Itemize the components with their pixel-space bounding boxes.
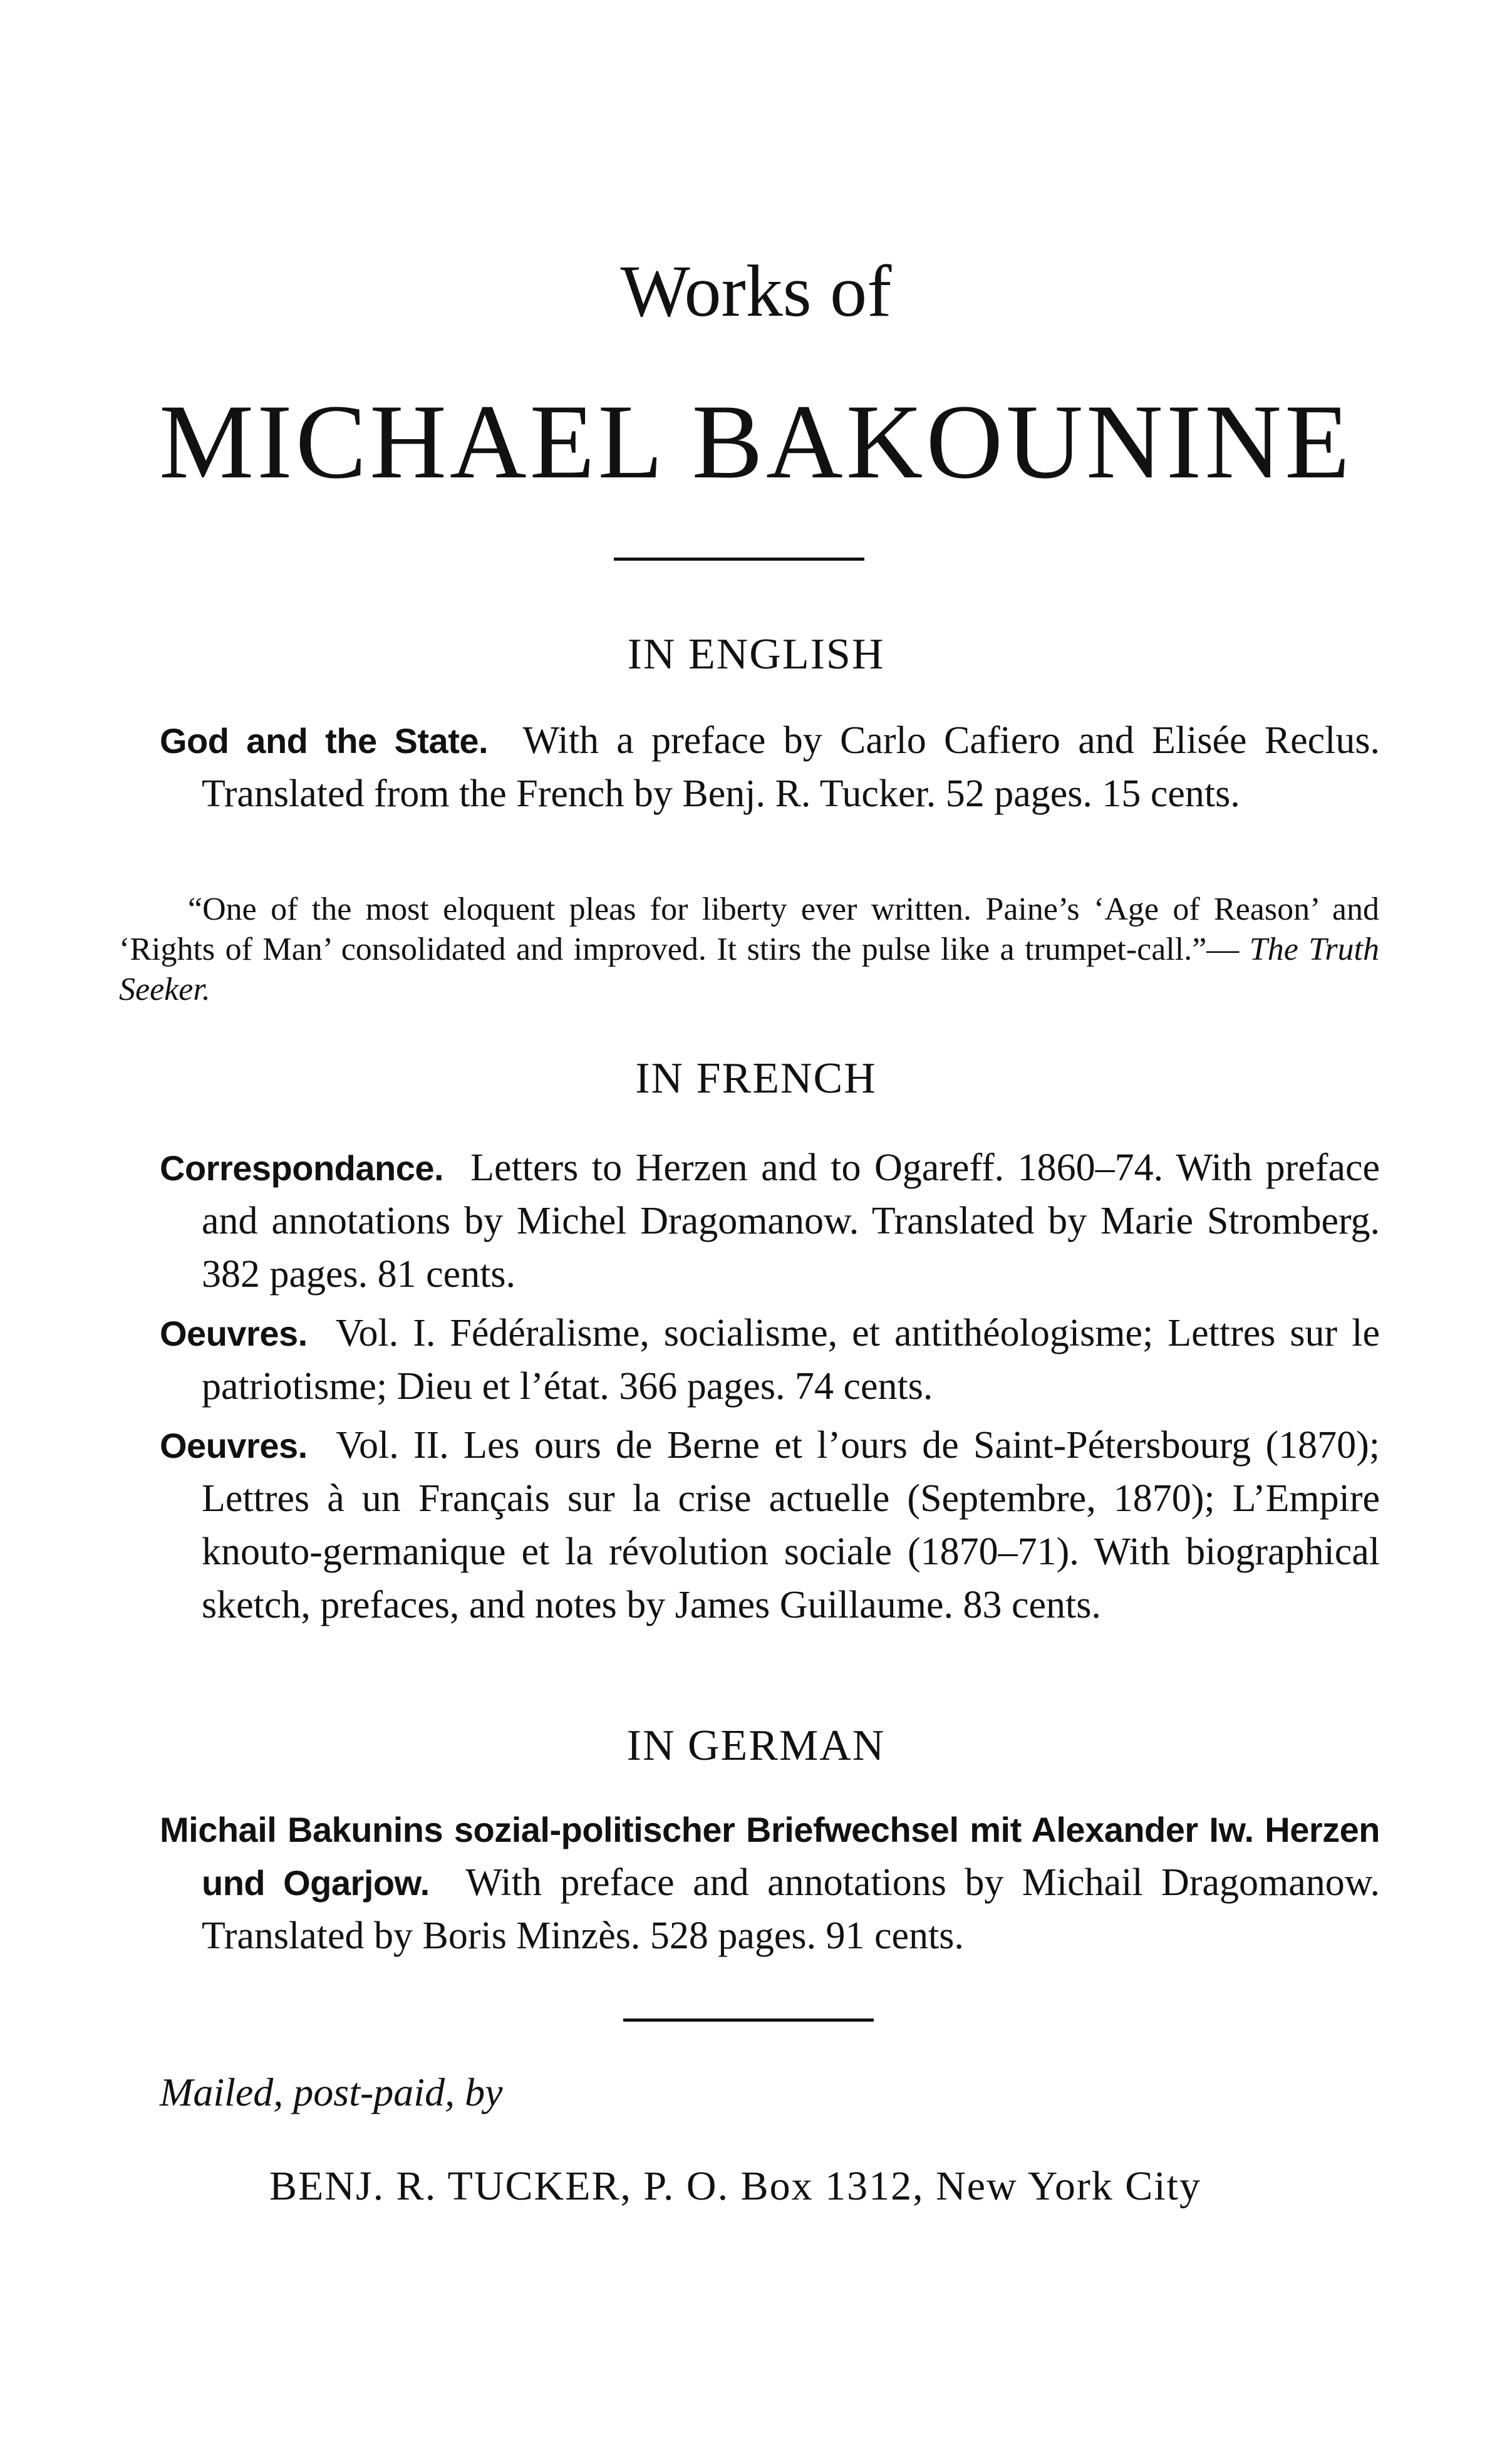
entry-oeuvres-vol-2 bbox=[160, 1419, 1380, 1632]
section-heading-english: IN ENGLISH bbox=[627, 630, 885, 678]
title-author: MICHAEL BAKOUNINE bbox=[158, 383, 1354, 501]
entry-description: Vol. II. Les ours de Berne et l’ours de Saint-Pétersbourg (1870); Lettres à un Français sur la crise actuelle (Septembre, 1870); L’Empire knouto-germanique et la révolution sociale (1870–71). With biographical sketch, prefaces, and notes by James Guillaume. 83 cents. bbox=[202, 1424, 1380, 1626]
entry-oeuvres-vol-1 bbox=[160, 1307, 1380, 1413]
entry-description: With preface and annotations by Michail Dragomanow. Translated by Boris Minzès. 528 pages. 91 cents. bbox=[202, 1861, 1380, 1957]
divider-rule bbox=[623, 2019, 874, 2022]
publisher-address: BENJ. R. TUCKER, P. O. Box 1312, New York City bbox=[269, 2163, 1201, 2209]
divider-rule bbox=[614, 558, 864, 561]
entry-description: Vol. I. Fédéralisme, socialisme, et antithéologisme; Lettres sur le patriotisme; Dieu et l’état. 366 pages. 74 cents. bbox=[202, 1312, 1380, 1408]
title-works-of: Works of bbox=[620, 250, 892, 332]
entry-briefwechsel bbox=[160, 1803, 1380, 1963]
section-heading-french: IN FRENCH bbox=[635, 1054, 877, 1103]
entry-title: Oeuvres. bbox=[160, 1426, 308, 1465]
entry-description: Letters to Herzen and to Ogareff. 1860–74. With preface and annotations by Michel Dragomanow. Translated by Marie Stromberg. 382 pages. 81 cents. bbox=[202, 1146, 1380, 1296]
entry-description: With a preface by Carlo Cafiero and Elisée Reclus. Translated from the French by Benj. R. Tucker. 52 pages. 15 cents. bbox=[202, 719, 1380, 815]
section-heading-german: IN GERMAN bbox=[626, 1722, 886, 1770]
entry-title: God and the State. bbox=[160, 721, 489, 761]
quote-source: The Truth Seeker. bbox=[119, 932, 1380, 1007]
entry-title: Correspondance. bbox=[160, 1148, 444, 1188]
entry-god-and-the-state bbox=[160, 714, 1380, 821]
mailed-by-label: Mailed, post-paid, by bbox=[160, 2070, 503, 2114]
entry-correspondance bbox=[160, 1141, 1380, 1301]
quote-text: “One of the most eloquent pleas for liberty ever written. Paine’s ‘Age of Reason’ and ‘Rights of Man’ consolidated and improved. It stirs the pulse like a trumpet-call.”— bbox=[119, 891, 1379, 967]
review-quote bbox=[119, 890, 1379, 1010]
entry-title: Michail Bakunins sozial-politischer Briefwechsel mit Alexander Iw. Herzen und Ogarjow. bbox=[160, 1810, 1380, 1903]
entry-title: Oeuvres. bbox=[160, 1314, 308, 1353]
